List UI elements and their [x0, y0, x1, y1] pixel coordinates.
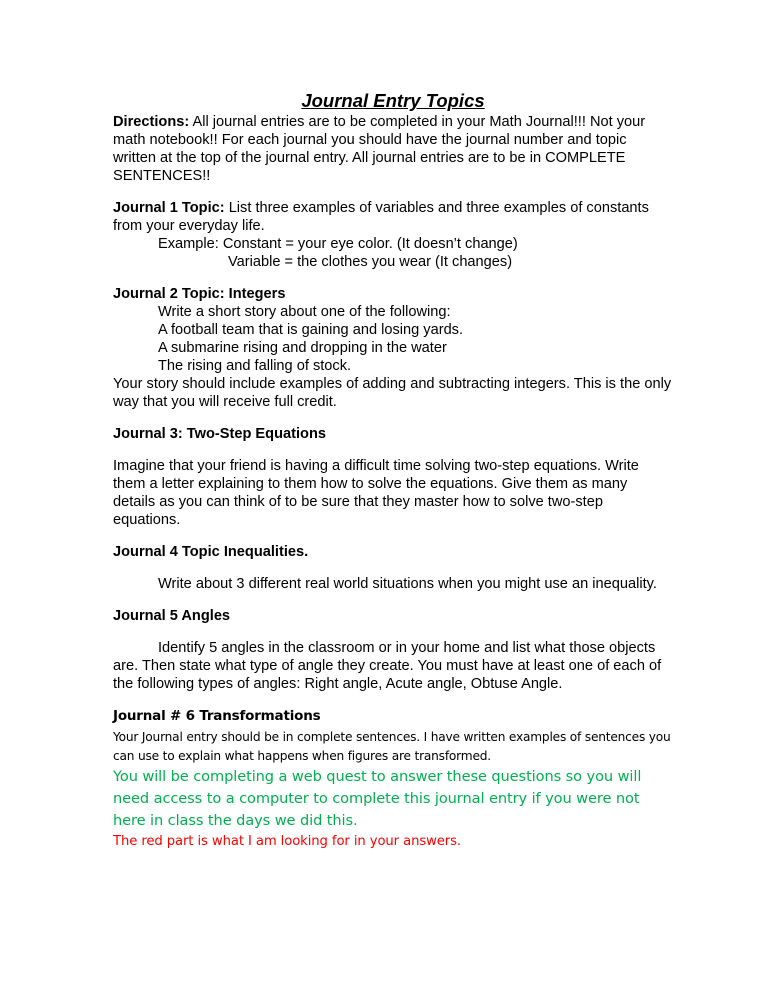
journal6-green-text: You will be completing a web quest to answer these questions so you will need access to a computer to complete this journal entry if you were not here in class the days we did this. — [113, 768, 642, 829]
journal6-text: Your Journal entry should be in complete sentences. I have written examples of sentences you can use to explain what happens when figures are transformed. — [113, 730, 671, 763]
journal1-example-line1: Example: Constant = your eye color. (It doesn’t change) — [158, 236, 518, 252]
journal4-text: Write about 3 different real world situations when you might use an inequality. — [158, 576, 657, 592]
journal6-red-text: The red part is what I am looking for in your answers. — [113, 834, 461, 849]
journal3-text: Imagine that your friend is having a difficult time solving two-step equations. Write them a letter explaining to them how to solve the equations. Give them as many details as you can think of to be sure that they master how to solve two-step equations. — [113, 458, 639, 528]
journal1-example-line2: Variable = the clothes you wear (It changes) — [228, 254, 513, 270]
journal3-heading: Journal 3: Two-Step Equations — [113, 426, 326, 442]
directions-label: Directions: — [113, 114, 190, 130]
page-title: Journal Entry Topics — [301, 90, 485, 111]
journal1-paragraph — [113, 199, 673, 235]
journal1-heading: Journal 1 Topic: — [113, 200, 225, 216]
directions-text: All journal entries are to be completed in your Math Journal!!! Not your math notebook!! For each journal you should have the journal number and topic written at the top of the journal entry. All journal entries are to be in COMPLETE SENTENCES!! — [113, 114, 646, 184]
journal2-option-2: A submarine rising and dropping in the water — [158, 340, 447, 356]
journal5-text: Identify 5 angles in the classroom or in your home and list what those objects are. Then state what type of angle they create. You must have at least one of each of the following types of angles: Right angle, Acute angle, Obtuse Angle. — [113, 640, 662, 692]
document-page — [113, 90, 673, 852]
journal2-intro: Write a short story about one of the following: — [158, 304, 451, 320]
journal4-heading: Journal 4 Topic Inequalities. — [113, 544, 309, 560]
journal1-text: List three examples of variables and three examples of constants from your everyday life. — [113, 200, 649, 234]
journal5-heading: Journal 5 Angles — [113, 608, 231, 624]
journal2-heading: Journal 2 Topic: Integers — [113, 286, 286, 302]
journal2-note: Your story should include examples of adding and subtracting integers. This is the only way that you will receive full credit. — [113, 376, 672, 410]
directions-paragraph — [113, 113, 673, 185]
journal2-option-1: A football team that is gaining and losing yards. — [158, 322, 464, 338]
journal2-option-3: The rising and falling of stock. — [158, 358, 352, 374]
journal6-heading: Journal # 6 Transformations — [113, 708, 321, 724]
